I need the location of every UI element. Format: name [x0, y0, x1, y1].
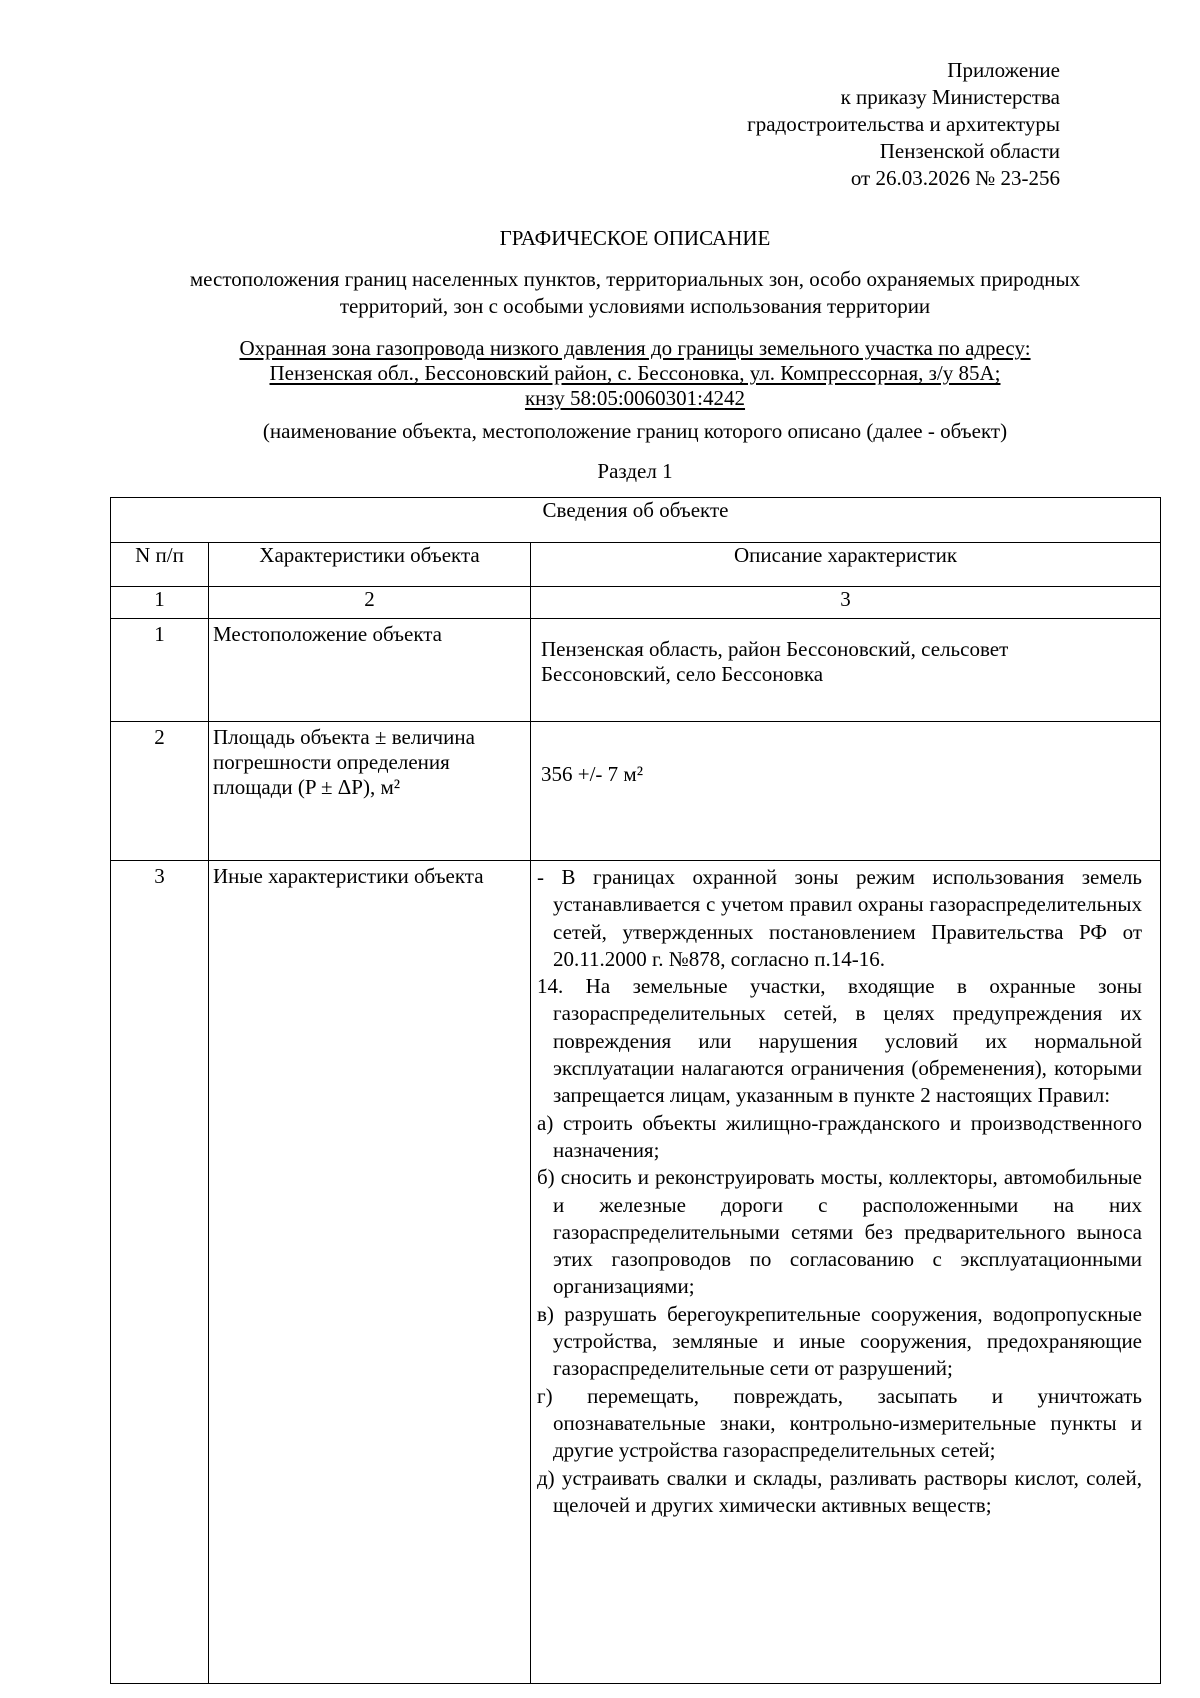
- table-row: [111, 861, 1161, 1684]
- section-title: Раздел 1: [597, 459, 673, 483]
- column-header-num: N п/п: [111, 543, 209, 587]
- subtitle-line: территорий, зон с особыми условиями использования территории: [339, 294, 931, 318]
- restriction-paragraph: д) устраивать свалки и склады, разливать растворы кислот, солей, щелочей и других химически активных веществ;: [537, 1465, 1142, 1517]
- table-row: [111, 619, 1161, 722]
- row-number: 2: [111, 722, 209, 861]
- column-header-characteristic: Характеристики объекта: [209, 543, 531, 587]
- table-header-row: [111, 498, 1161, 543]
- appendix-line: Пензенской области: [879, 139, 1060, 163]
- column-number-row: [111, 587, 1161, 619]
- table-row: [111, 722, 1161, 861]
- subtitle-line: местоположения границ населенных пунктов, территориальных зон, особо охраняемых природных: [189, 267, 1081, 291]
- document-subtitle: [110, 266, 1160, 320]
- appendix-line: от 26.03.2026 № 23-256: [850, 166, 1060, 190]
- column-number: 3: [531, 587, 1161, 619]
- restriction-paragraph: г) перемещать, повреждать, засыпать и уничтожать опознавательные знаки, контрольно-измерительные пункты и другие устройства газораспределительных сетей;: [537, 1383, 1142, 1463]
- row-description: 356 +/- 7 м²: [531, 722, 1161, 861]
- restriction-paragraph: б) сносить и реконструировать мосты, коллекторы, автомобильные и железные дороги с расположенными на них газораспределительными сетями без предварительного выноса этих газопроводов по согласованию с эксплуатационными организациями;: [537, 1165, 1142, 1299]
- row-characteristic: Иные характеристики объекта: [209, 861, 531, 1684]
- row-characteristic: Площадь объекта ± величина погрешности определения площади (P ± ΔP), м²: [209, 722, 531, 861]
- row-characteristic: Местоположение объекта: [209, 619, 531, 722]
- appendix-line: Приложение: [947, 58, 1060, 82]
- column-number: 2: [209, 587, 531, 619]
- object-info-table: [110, 497, 1161, 1684]
- appendix-header: [747, 57, 1060, 192]
- row-number: 1: [111, 619, 209, 722]
- appendix-line: градостроительства и архитектуры: [747, 112, 1060, 136]
- column-header-description: Описание характеристик: [531, 543, 1161, 587]
- column-number: 1: [111, 587, 209, 619]
- restriction-paragraph: - В границах охранной зоны режим использования земель устанавливается с учетом правил охраны газораспределительных сетей, утвержденных постановлением Правительства РФ от 20.11.2000 г. №878, согласно п.14-16.: [537, 865, 1142, 971]
- column-header-row: [111, 543, 1161, 587]
- restriction-paragraph: а) строить объекты жилищно-гражданского и производственного назначения;: [537, 1110, 1142, 1162]
- row-description: [531, 861, 1161, 1684]
- table-header: Сведения об объекте: [111, 498, 1161, 543]
- row-number: 3: [111, 861, 209, 1684]
- document-title: ГРАФИЧЕСКОЕ ОПИСАНИЕ: [499, 226, 771, 250]
- row-description: Пензенская область, район Бессоновский, сельсовет Бессоновский, село Бессоновка: [531, 619, 1161, 722]
- restriction-paragraph: 14. На земельные участки, входящие в охранные зоны газораспределительных сетей, в целях предупреждения их повреждения или нарушения условий их нормальной эксплуатации налагаются ограничения (обременения), которыми запрещается лицам, указанным в пункте 2 настоящих Правил:: [537, 974, 1142, 1108]
- appendix-line: к приказу Министерства: [840, 85, 1060, 109]
- object-address-line: Пензенская обл., Бессоновский район, с. Бессоновка, ул. Компрессорная, з/у 85А;: [269, 361, 1001, 385]
- restriction-paragraph: в) разрушать берегоукрепительные сооружения, водопропускные устройства, земляные и иные сооружения, предохраняющие газораспределительные сети от разрушений;: [537, 1301, 1142, 1381]
- object-name: [110, 336, 1160, 411]
- cadastral-number: кнзу 58:05:0060301:4242: [524, 386, 746, 410]
- object-caption: (наименование объекта, местоположение границ которого описано (далее - объект): [262, 419, 1008, 443]
- object-name-line: Охранная зона газопровода низкого давления до границы земельного участка по адресу:: [239, 336, 1031, 360]
